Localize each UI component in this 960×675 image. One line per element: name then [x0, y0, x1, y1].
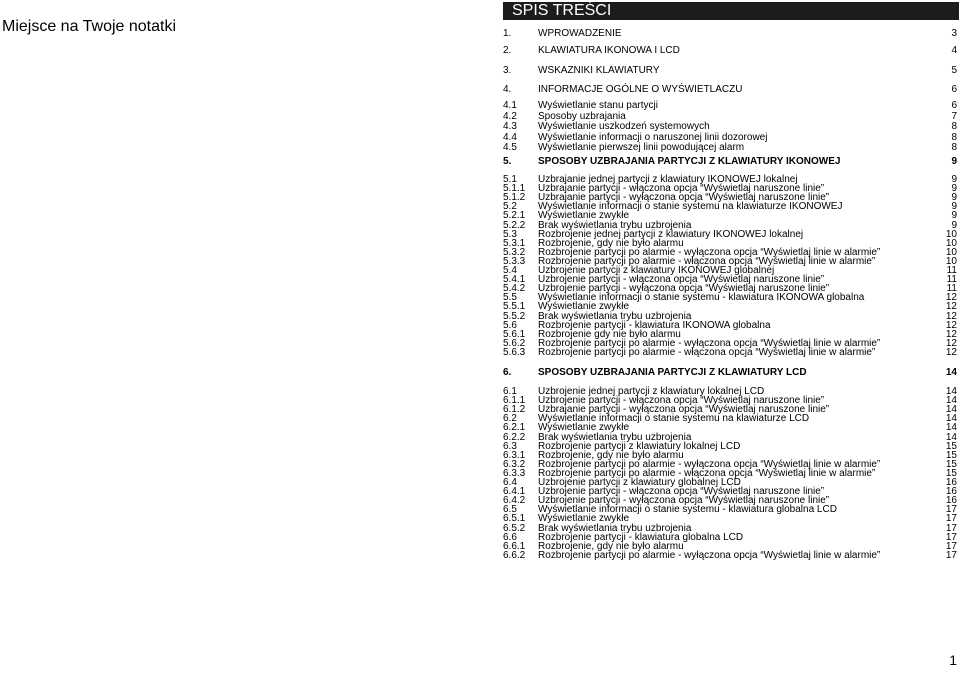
- toc-entry-page: 14: [945, 386, 957, 397]
- toc-entry-page: 14: [945, 404, 957, 416]
- toc-entry-title: Brak wyświetlania trybu uzbrojenia: [538, 431, 692, 443]
- toc-entry-title: KLAWIATURA IKONOWA I LCD: [538, 45, 680, 56]
- toc-entry: [503, 367, 959, 379]
- toc-entry-title: Uzbrojenie partycji - włączona opcja “Wyświetlaj naruszone linie”: [538, 274, 825, 286]
- toc-entry-number: 4.: [503, 84, 512, 95]
- table-of-contents: [503, 0, 959, 675]
- toc-entry-number: 4.3: [503, 121, 517, 133]
- toc-entry-number: 6.1.1: [503, 395, 526, 407]
- toc-entry-page: 9: [951, 192, 957, 204]
- toc-entry-number: 6.2: [503, 413, 517, 425]
- toc-entry-title: Wyświetlanie zwykłe: [538, 513, 630, 525]
- toc-entry-page: 14: [945, 413, 957, 425]
- toc-entry: [503, 347, 959, 359]
- toc-entry-title: Rozbrojenie jednej partycji z klawiatury IKONOWEJ lokalnej: [538, 228, 804, 240]
- toc-entry-number: 5.2.2: [503, 219, 526, 231]
- toc-entry-number: 6.3.1: [503, 449, 526, 461]
- toc-entry-number: 6.2.2: [503, 431, 526, 443]
- toc-entry: [503, 65, 959, 77]
- toc-entry-title: Wyświetlanie informacji o stanie systemu - klawiatura IKONOWA globalna: [538, 292, 865, 304]
- toc-entry: [503, 45, 959, 57]
- toc-entry-number: 6.4.1: [503, 486, 526, 498]
- toc-entry: [503, 28, 959, 40]
- toc-entry-title: Rozbrojenie, gdy nie było alarmu: [538, 449, 684, 461]
- toc-entry-number: 5.3: [503, 228, 517, 240]
- toc-entry-title: Wyświetlanie informacji o stanie systemu na klawiaturze LCD: [538, 413, 810, 425]
- toc-entry-title: Rozbrojenie partycji po alarmie - włączona opcja “Wyświetlaj linie w alarmie”: [538, 255, 876, 267]
- toc-entry-title: WPROWADZENIE: [538, 28, 622, 39]
- toc-entry-number: 6.6.1: [503, 540, 526, 552]
- toc-entry-number: 5.6.2: [503, 337, 526, 349]
- notes-heading: Miejsce na Twoje notatki: [2, 18, 177, 35]
- toc-entry-number: 6.2.1: [503, 422, 526, 434]
- toc-entry-page: 8: [951, 131, 957, 143]
- toc-entry-number: 6.3.2: [503, 458, 526, 470]
- toc-entry-number: 5.3.3: [503, 255, 526, 267]
- toc-entry-number: 5.5: [503, 292, 517, 304]
- toc-entry-page: 12: [945, 337, 957, 349]
- toc-entry-number: 6.4.2: [503, 495, 526, 507]
- toc-entry-number: 4.2: [503, 110, 517, 122]
- toc-entry: [503, 550, 959, 562]
- toc-entry-title: Uzbrajanie partycji - wyłączona opcja “Wyświetlaj naruszone linie”: [538, 404, 830, 416]
- toc-entry-page: 15: [945, 467, 957, 479]
- toc-entry-number: 4.1: [503, 100, 517, 111]
- toc-entry-title: Brak wyświetlania trybu uzbrojenia: [538, 310, 692, 322]
- toc-entry-page: 12: [945, 328, 957, 340]
- toc-entry-title: Uzbrojenie partycji z klawiatury globalnej LCD: [538, 477, 741, 488]
- toc-entry-page: 9: [951, 174, 957, 185]
- toc-entry-page: 17: [945, 549, 957, 561]
- toc-entry-number: 6.6: [503, 531, 517, 543]
- toc-entry-page: 7: [951, 110, 957, 122]
- toc-entry-page: 12: [945, 301, 957, 313]
- toc-entry-title: Rozbrojenie partycji - klawiatura IKONOWA globalna: [538, 319, 771, 331]
- toc-entry-page: 9: [951, 156, 957, 167]
- toc-title: SPIS TREŚCI: [503, 2, 959, 20]
- toc-entry-title: Brak wyświetlania trybu uzbrojenia: [538, 219, 692, 231]
- toc-entry-page: 11: [946, 274, 957, 286]
- toc-entry-title: Uzbrojenie partycji - włączona opcja “Wyświetlaj naruszone linie”: [538, 395, 825, 407]
- toc-entry-page: 16: [945, 486, 957, 498]
- toc-entry-page: 9: [951, 210, 957, 222]
- toc-entry-page: 6: [951, 100, 957, 111]
- toc-entry-page: 15: [945, 458, 957, 470]
- toc-entry-page: 11: [946, 283, 957, 295]
- toc-entry-page: 14: [945, 395, 957, 407]
- toc-entry-number: 3.: [503, 65, 512, 76]
- toc-entry-title: Rozbrojenie partycji po alarmie - wyłączona opcja “Wyświetlaj linie w alarmie”: [538, 246, 881, 258]
- page-number: 1: [949, 652, 957, 668]
- toc-entry-number: 5.5.1: [503, 301, 526, 313]
- toc-entry-title: Uzbrajanie jednej partycji z klawiatury IKONOWEJ lokalnej: [538, 174, 798, 185]
- toc-entry-number: 5.6.3: [503, 346, 526, 358]
- toc-entry-number: 6.3.3: [503, 467, 526, 479]
- toc-entry: [503, 84, 959, 96]
- toc-entry-title: Wyświetlanie informacji o stanie systemu na klawiaturze IKONOWEJ: [538, 201, 843, 213]
- toc-entry-page: 5: [951, 65, 957, 76]
- toc-entry-title: Wyświetlanie zwykłe: [538, 301, 630, 313]
- toc-entry-title: Rozbrojenie partycji po alarmie - wyłączona opcja “Wyświetlaj linie w alarmie”: [538, 458, 881, 470]
- toc-entry-title: Rozbrojenie partycji po alarmie - włączona opcja “Wyświetlaj linie w alarmie”: [538, 467, 876, 479]
- toc-entry-page: 14: [945, 431, 957, 443]
- toc-entry-page: 16: [945, 495, 957, 507]
- toc-entry-title: Wyświetlanie stanu partycji: [538, 100, 658, 111]
- toc-entry-page: 15: [945, 449, 957, 461]
- toc-entry-title: Uzbrajanie partycji - włączona opcja “Wyświetlaj naruszone linie”: [538, 183, 825, 195]
- toc-entry-page: 17: [945, 531, 957, 543]
- toc-entry-page: 10: [945, 255, 957, 267]
- toc-entry-page: 17: [945, 540, 957, 552]
- toc-entry-page: 6: [951, 84, 957, 95]
- toc-entry-page: 14: [945, 422, 957, 434]
- toc-entry-title: Wyświetlanie uszkodzeń systemowych: [538, 121, 710, 133]
- toc-entry-page: 10: [945, 237, 957, 249]
- toc-entry-title: Wyświetlanie pierwszej linii powodującej alarm: [538, 142, 745, 154]
- toc-entry-number: 5.: [503, 156, 512, 167]
- toc-entry-number: 6.5.2: [503, 522, 526, 534]
- toc-entry-title: Rozbrojenie partycji z klawiatury lokalnej LCD: [538, 440, 741, 452]
- toc-entry-page: 3: [951, 28, 957, 39]
- toc-entry-page: 17: [945, 513, 957, 525]
- toc-entry-number: 4.4: [503, 131, 517, 143]
- toc-entry-title: Uzbrojenie jednej partycji z klawiatury lokalnej LCD: [538, 386, 765, 397]
- toc-entry-number: 1.: [503, 28, 512, 39]
- toc-entry-number: 5.2: [503, 201, 517, 213]
- toc-entry-page: 8: [951, 121, 957, 133]
- toc-entry-number: 5.1: [503, 174, 517, 185]
- toc-entry-page: 9: [951, 201, 957, 213]
- toc-entry-page: 10: [945, 228, 957, 240]
- toc-entry-page: 12: [945, 292, 957, 304]
- toc-entry-page: 15: [945, 440, 957, 452]
- toc-entry-title: Rozbrojenie, gdy nie było alarmu: [538, 237, 684, 249]
- toc-entry-number: 5.3.2: [503, 246, 526, 258]
- toc-entry-title: Uzbrojenie partycji z klawiatury IKONOWEJ globalnej: [538, 265, 775, 276]
- toc-entry-page: 9: [951, 183, 957, 195]
- toc-entry-page: 16: [945, 477, 957, 488]
- toc-entry-title: Rozbrojenie gdy nie było alarmu: [538, 328, 681, 340]
- toc-entry-number: 6.4: [503, 477, 517, 488]
- toc-entry-number: 6.3: [503, 440, 517, 452]
- toc-entry-title: Uzbrojenie partycji - wyłączona opcja “Wyświetlaj naruszone linie”: [538, 283, 830, 295]
- toc-entry-title: Rozbrojenie partycji po alarmie - włączona opcja “Wyświetlaj linie w alarmie”: [538, 346, 876, 358]
- toc-entry-number: 5.6.1: [503, 328, 526, 340]
- toc-entry-title: Rozbrojenie, gdy nie było alarmu: [538, 540, 684, 552]
- toc-entry-title: Uzbrojenie partycji - wyłączona opcja “Wyświetlaj naruszone linie”: [538, 495, 830, 507]
- toc-entry-title: INFORMACJE OGÓLNE O WYŚWIETLACZU: [538, 84, 743, 95]
- toc-entry-page: 8: [951, 142, 957, 154]
- toc-entry-number: 6.5: [503, 504, 517, 516]
- toc-entry-number: 6.6.2: [503, 549, 526, 561]
- toc-entry-title: WSKAZNIKI KLAWIATURY: [538, 65, 660, 76]
- toc-entry-number: 6.1.2: [503, 404, 526, 416]
- toc-entry-number: 5.4: [503, 265, 517, 276]
- toc-entry-number: 6.: [503, 367, 512, 378]
- toc-entry-title: Brak wyświetlania trybu uzbrojenia: [538, 522, 692, 534]
- toc-entry-number: 5.1.1: [503, 183, 526, 195]
- toc-entry-number: 5.2.1: [503, 210, 526, 222]
- toc-entry: [503, 142, 959, 154]
- toc-entry-title: Rozbrojenie partycji - klawiatura globalna LCD: [538, 531, 744, 543]
- toc-entry: [503, 156, 959, 168]
- toc-entry-title: Wyświetlanie informacji o naruszonej linii dozorowej: [538, 131, 768, 143]
- toc-entry-title: Wyświetlanie zwykłe: [538, 422, 630, 434]
- toc-entry-title: Wyświetlanie informacji o stanie systemu - klawiatura globalna LCD: [538, 504, 837, 516]
- toc-entry-number: 2.: [503, 45, 512, 56]
- toc-entry-number: 5.4.2: [503, 283, 526, 295]
- toc-entry-page: 12: [945, 310, 957, 322]
- toc-entry-number: 5.4.1: [503, 274, 526, 286]
- toc-entry-title: Wyświetlanie zwykłe: [538, 210, 630, 222]
- toc-entry-title: Sposoby uzbrajania: [538, 110, 626, 122]
- toc-entry-page: 14: [945, 367, 957, 378]
- toc-entry-number: 6.5.1: [503, 513, 526, 525]
- toc-entry-page: 17: [945, 522, 957, 534]
- toc-entry-page: 4: [951, 45, 957, 56]
- toc-entry-number: 5.5.2: [503, 310, 526, 322]
- toc-entry-title: SPOSOBY UZBRAJANIA PARTYCJI Z KLAWIATURY IKONOWEJ: [538, 156, 841, 167]
- toc-entry-page: 17: [945, 504, 957, 516]
- toc-entry-title: Rozbrojenie partycji po alarmie - wyłączona opcja “Wyświetlaj linie w alarmie”: [538, 549, 881, 561]
- toc-entry-number: 4.5: [503, 142, 517, 154]
- toc-entry-page: 9: [951, 219, 957, 231]
- toc-entry-title: Uzbrajanie partycji - wyłączona opcja “Wyświetlaj naruszone linie”: [538, 192, 830, 204]
- toc-entry-title: Uzbrojenie partycji - włączona opcja “Wyświetlaj naruszone linie”: [538, 486, 825, 498]
- toc-entry-page: 12: [945, 319, 957, 331]
- toc-entry-number: 5.3.1: [503, 237, 526, 249]
- toc-entry-page: 12: [945, 346, 957, 358]
- toc-entry-number: 5.1.2: [503, 192, 526, 204]
- toc-entry-number: 5.6: [503, 319, 517, 331]
- toc-entry-page: 11: [946, 265, 957, 276]
- toc-entry-title: SPOSOBY UZBRAJANIA PARTYCJI Z KLAWIATURY LCD: [538, 367, 807, 378]
- toc-entry-page: 10: [945, 246, 957, 258]
- toc-entry-title: Rozbrojenie partycji po alarmie - wyłączona opcja “Wyświetlaj linie w alarmie”: [538, 337, 881, 349]
- toc-entry-number: 6.1: [503, 386, 517, 397]
